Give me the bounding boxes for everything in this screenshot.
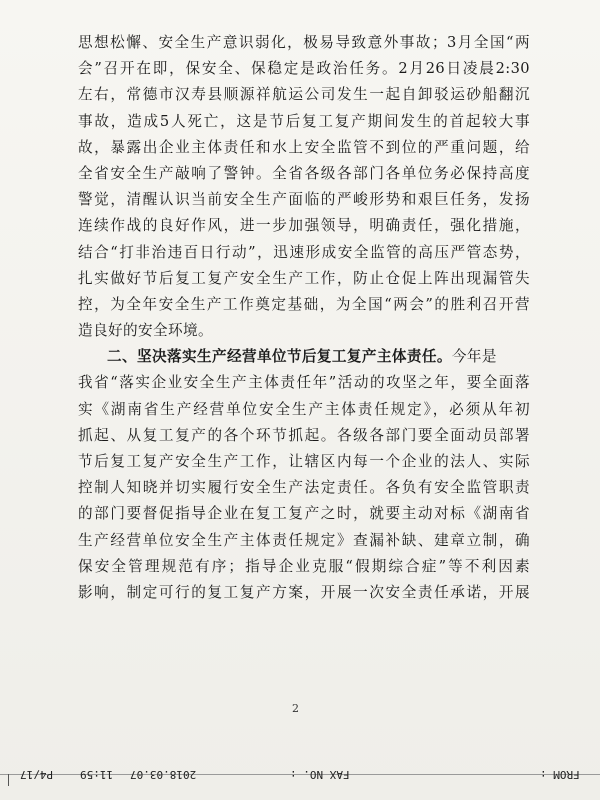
section-heading-continuation: 今年是 (451, 348, 497, 366)
section-heading-line (78, 344, 530, 370)
text-line: 思想松懈、安全生产意识弱化，极易导致意外事故；3月全国“两 (78, 34, 530, 51)
document-body (78, 30, 530, 606)
text-line: 抓起、从复工复产的各个环节抓起。各级各部门要全面动员部署 (78, 426, 530, 444)
fax-time: 11:59 (80, 768, 114, 781)
fax-page-count: P4/17 (20, 768, 54, 781)
text-line: 的部门要督促指导企业在复工复产之时，就要主动对标《湖南省 (78, 505, 530, 523)
fax-header-strip (0, 760, 600, 800)
text-line: 保安全管理规范有序；指导企业克服“假期综合症”等不利因素 (78, 557, 530, 575)
text-line: 连续作战的良好作风，进一步加强领导，明确责任，强化措施， (78, 217, 530, 235)
fax-number-label: FAX NO. : (290, 768, 350, 781)
text-line: 警觉，清醒认识当前安全生产面临的严峻形势和艰巨任务，发扬 (78, 191, 530, 209)
fax-date: 2018.03.07 (130, 768, 197, 781)
text-line: 影响，制定可行的复工复产方案，开展一次安全责任承诺，开展 (78, 583, 530, 601)
text-line: 我省“落实企业安全生产主体责任年”活动的攻坚之年，要全面落 (78, 374, 530, 392)
page-number: 2 (292, 702, 299, 715)
fax-from-label: FROM : (540, 768, 580, 781)
text-line: 控制人知晓并切实履行安全生产法定责任。各负有安全监管职责 (78, 479, 530, 497)
text-line: 全省安全生产敲响了警钟。全省各级各部门各单位务必保持高度 (78, 164, 530, 182)
text-line: 事故，造成5人死亡，这是节后复工复产期间发生的首起较大事 (78, 112, 530, 130)
text-line: 控，为全年安全生产工作奠定基础，为全国“两会”的胜利召开营 (78, 295, 530, 313)
text-line: 实《湖南省生产经营单位安全生产主体责任规定》，必须从年初 (78, 400, 530, 418)
text-line: 会”召开在即，保安全、保稳定是政治任务。2月26日凌晨2:30 (78, 60, 530, 78)
text-line: 结合“打非治违百日行动”，迅速形成安全监管的高压严管态势， (78, 243, 530, 261)
text-line: 左右，常德市汉寿县顺源祥航运公司发生一起自卸驳运砂船翻沉 (78, 86, 530, 104)
section-heading: 二、坚决落实生产经营单位节后复工复产主体责任。 (107, 348, 452, 366)
text-line: 生产经营单位安全生产主体责任规定》查漏补缺、建章立制，确 (78, 531, 530, 549)
text-line: 扎实做好节后复工复产安全生产工作，防止仓促上阵出现漏管失 (78, 269, 530, 287)
text-line: 节后复工复产安全生产工作，让辖区内每一个企业的法人、实际 (78, 453, 530, 470)
text-line: 故，暴露出企业主体责任和水上安全监管不到位的严重问题，给 (78, 138, 530, 156)
text-line: 造良好的安全环境。 (78, 322, 213, 340)
